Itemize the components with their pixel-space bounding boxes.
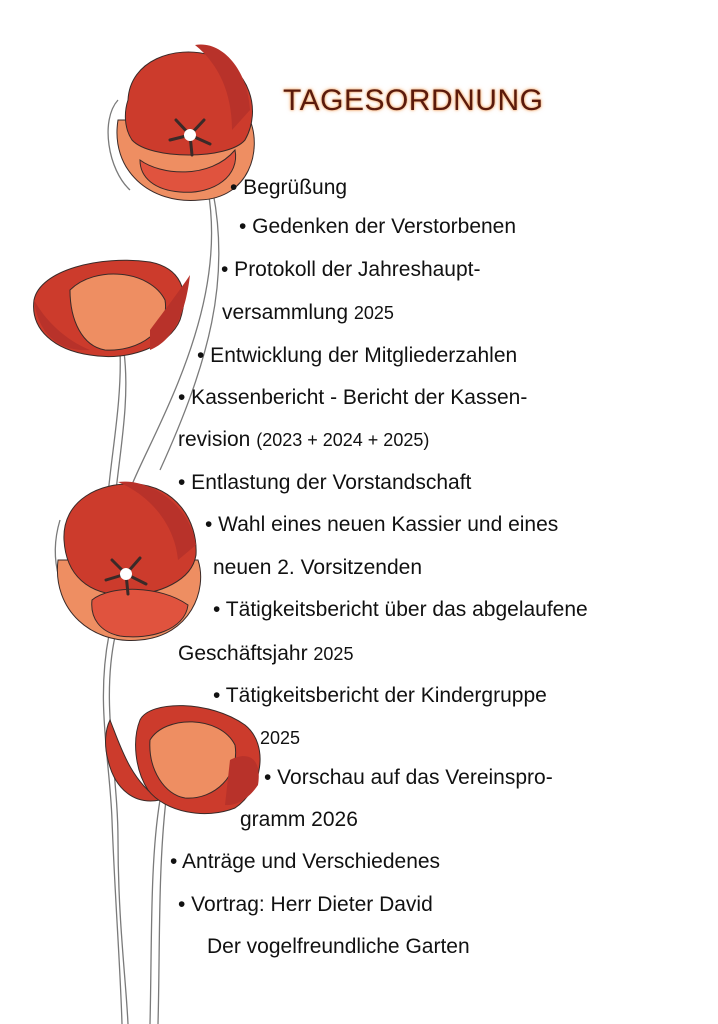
agenda-item-mitgliederzahlen: • Entwicklung der Mitgliederzahlen [197,344,518,367]
agenda-text: Geschäftsjahr [178,642,314,665]
poppy-flower-bud [34,260,190,356]
agenda-item-kindergruppe: • Tätigkeitsbericht der Kindergruppe [213,684,547,707]
agenda-item-protokoll: • Protokoll der Jahreshaupt- [221,258,481,281]
agenda-item-entlastung: • Entlastung der Vorstandschaft [178,471,472,494]
agenda-text: versammlung [222,301,354,324]
agenda-item-taetigkeitsbericht-cont [178,641,353,667]
agenda-item-vorschau-cont: gramm 2026 [240,808,358,831]
agenda-item-antraege: • Anträge und Verschiedenes [170,850,441,873]
agenda-item-taetigkeitsbericht: • Tätigkeitsbericht über das abgelaufene [213,598,588,621]
page-title: TAGESORDNUNG [283,84,544,117]
agenda-item-kassenbericht-cont [178,427,429,453]
agenda-year: 2025 [313,644,354,664]
agenda-years: (2023 + 2024 + 2025) [256,430,430,450]
poppy-flower-middle [57,482,200,641]
agenda-item-gedenken: • Gedenken der Verstorbenen [239,215,517,238]
agenda-item-begruessung: • Begrüßung [230,176,348,199]
agenda-year: 2025 [353,303,394,323]
agenda-item-vortrag: • Vortrag: Herr Dieter David [178,893,433,916]
agenda-item-kindergruppe-year: 2025 [260,728,301,748]
agenda-item-wahl-cont: neuen 2. Vorsitzenden [213,556,422,579]
agenda-text: revision [178,428,257,451]
agenda-item-protokoll-cont [222,300,394,326]
agenda-item-vortrag-title: Der vogelfreundliche Garten [207,935,470,958]
agenda-item-wahl: • Wahl eines neuen Kassier und eines [205,513,559,536]
agenda-item-vorschau: • Vorschau auf das Vereinspro- [264,766,553,789]
poppy-flower-lower [106,706,261,814]
agenda-item-kassenbericht: • Kassenbericht - Bericht der Kassen- [178,386,528,409]
